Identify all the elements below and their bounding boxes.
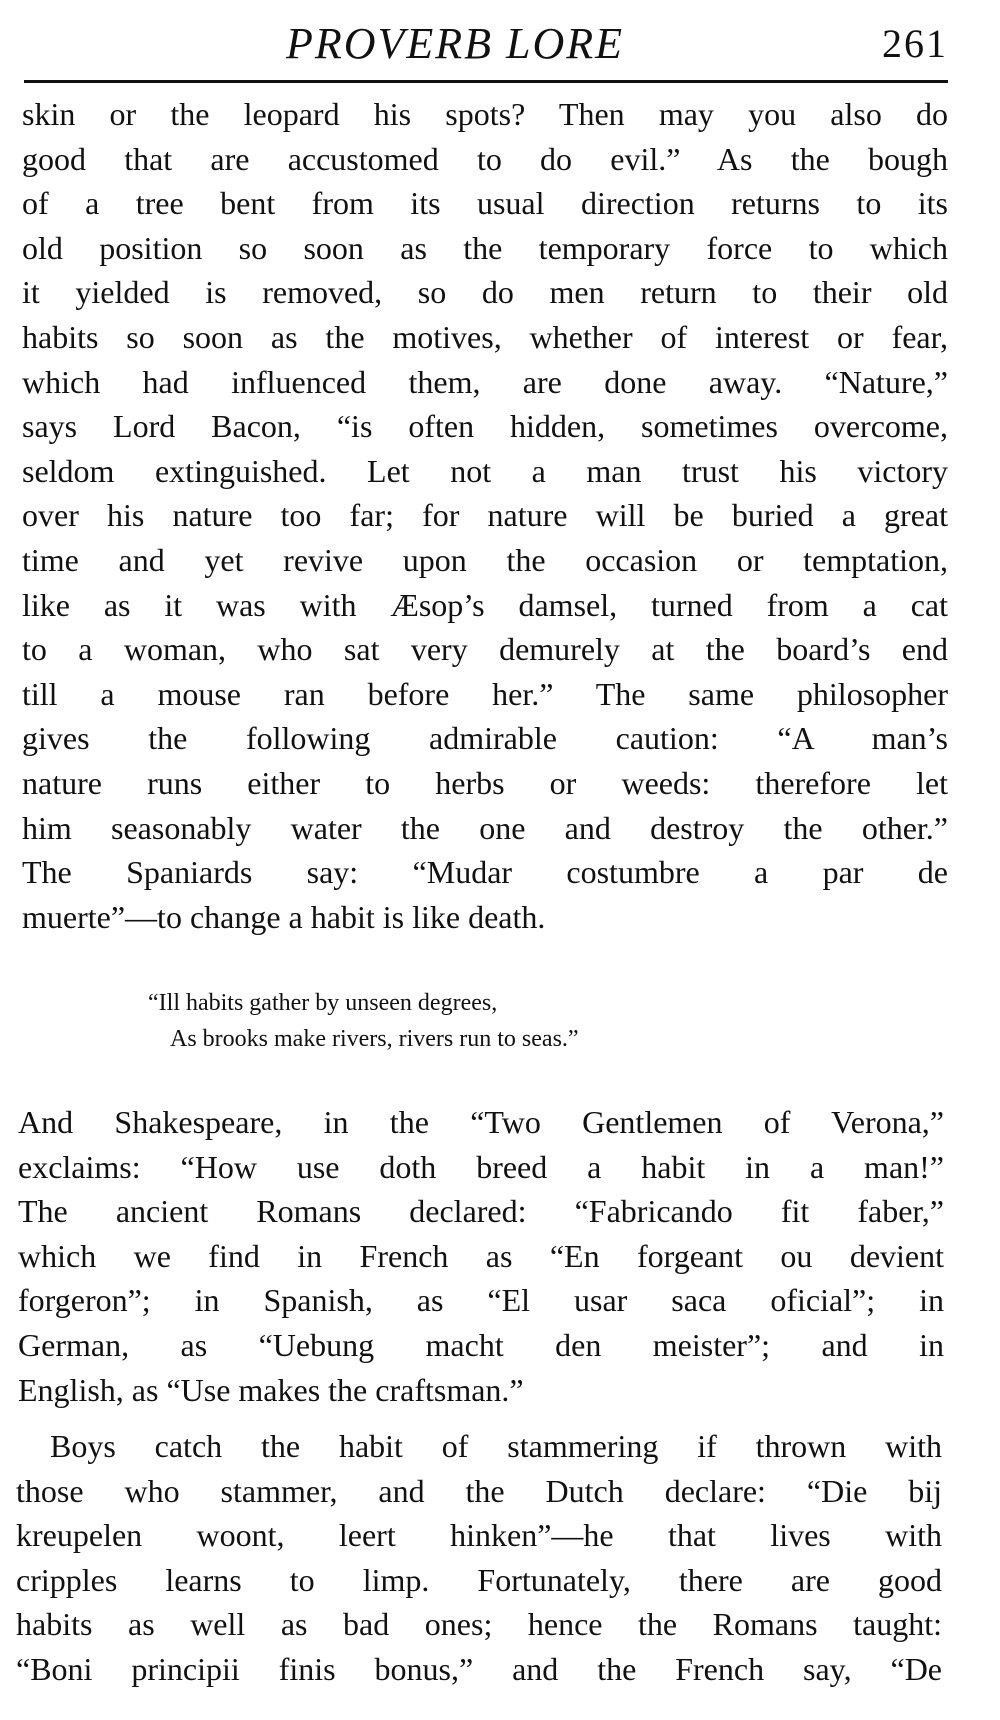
text-line: And Shakespeare, in the “Two Gentlemen of Verona,”	[18, 1104, 944, 1140]
text-line: The Spaniards say: “Mudar costumbre a par de	[22, 854, 948, 891]
text-line: good that are accustomed to do evil.” As the bough	[22, 140, 948, 177]
verse-line: As brooks make rivers, rivers run to seas.”	[170, 1026, 579, 1052]
text-line: “Boni principii finis bonus,” and the French say, “De	[16, 1650, 942, 1687]
text-line: Boys catch the habit of stammering if thrown with	[50, 1428, 942, 1464]
text-line: seldom extinguished. Let not a man trust his victory	[22, 452, 948, 489]
text-line: says Lord Bacon, “is often hidden, sometimes overcome,	[22, 408, 948, 445]
text-line: habits as well as bad ones; hence the Romans taught:	[16, 1606, 942, 1643]
text-line: him seasonably water the one and destroy the other.”	[22, 809, 948, 846]
text-line: exclaims: “How use doth breed a habit in a man!”	[18, 1148, 944, 1185]
text-line: kreupelen woont, leert hinken”—he that lives with	[16, 1517, 942, 1554]
text-line: muerte”—to change a habit is like death.	[22, 898, 546, 935]
text-line: to a woman, who sat very demurely at the board’s end	[22, 631, 948, 668]
text-line: forgeron”; in Spanish, as “El usar saca oficial”; in	[18, 1282, 944, 1319]
text-line: nature runs either to herbs or weeds: therefore let	[22, 764, 948, 801]
text-line: habits so soon as the motives, whether of interest or fear,	[22, 318, 948, 355]
header-rule	[24, 80, 948, 83]
text-line: like as it was with Æsop’s damsel, turned from a cat	[22, 586, 948, 623]
text-line: time and yet revive upon the occasion or temptation,	[22, 541, 948, 578]
text-line: old position so soon as the temporary force to which	[22, 229, 948, 266]
text-line: those who stammer, and the Dutch declare: “Die bij	[16, 1472, 942, 1509]
running-head	[24, 14, 948, 74]
text-line: The ancient Romans declared: “Fabricando fit faber,”	[18, 1193, 944, 1230]
text-line: it yielded is removed, so do men return to their old	[22, 274, 948, 311]
text-line: skin or the leopard his spots? Then may you also do	[22, 96, 948, 132]
text-line: which had influenced them, are done away. “Nature,”	[22, 363, 948, 400]
paragraph-habits-and-nature	[22, 92, 948, 939]
text-line: English, as “Use makes the craftsman.”	[18, 1371, 524, 1408]
text-line: over his nature too far; for nature will be buried a great	[22, 497, 948, 534]
text-line: cripples learns to limp. Fortunately, there are good	[16, 1561, 942, 1598]
running-title: PROVERB LORE	[286, 19, 625, 68]
page-number: 261	[882, 21, 948, 66]
text-line: of a tree bent from its usual direction returns to its	[22, 185, 948, 222]
paragraph-stammering	[16, 1424, 942, 1692]
text-line: gives the following admirable caution: “A man’s	[22, 720, 948, 757]
text-line: which we find in French as “En forgeant ou devient	[18, 1237, 944, 1274]
paragraph-shakespeare	[18, 1100, 944, 1412]
verse-quotation	[148, 985, 788, 1057]
text-line: German, as “Uebung macht den meister”; and in	[18, 1326, 944, 1363]
verse-line: “Ill habits gather by unseen degrees,	[148, 990, 498, 1016]
text-line: till a mouse ran before her.” The same philosopher	[22, 675, 948, 712]
